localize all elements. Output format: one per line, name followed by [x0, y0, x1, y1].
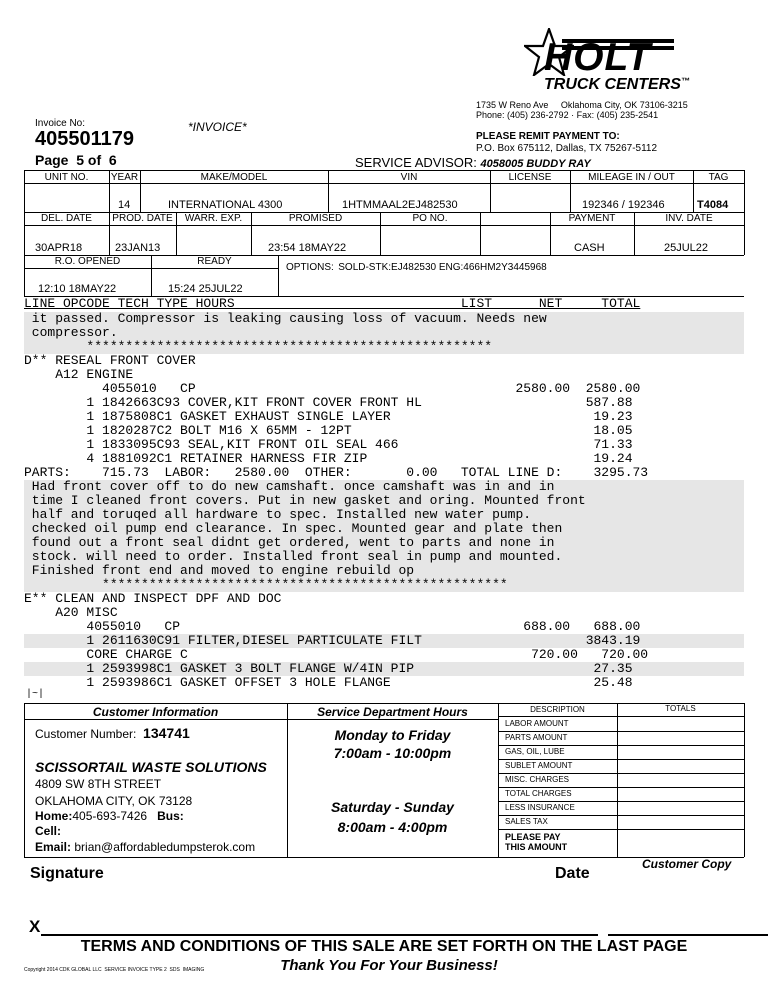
weekday-label: Monday to Friday	[334, 727, 451, 743]
payment-value: CASH	[574, 242, 605, 254]
payment-header: PAYMENT	[568, 213, 616, 224]
signature-x: X	[29, 917, 41, 936]
line-item: A12 ENGINE	[24, 367, 134, 382]
totals-header: TOTALS	[665, 704, 696, 713]
remit-address: P.O. Box 675112, Dallas, TX 75267-5112	[476, 143, 658, 154]
line-item: E** CLEAN AND INSPECT DPF AND DOC	[24, 591, 282, 606]
tag-value: T4084	[697, 199, 729, 211]
totals-row-label: MISC. CHARGES	[505, 775, 570, 784]
line-item: 1 2593986C1 GASKET OFFSET 3 HOLE FLANGE 25.48	[24, 675, 633, 690]
line-item: ****************************************************	[24, 339, 493, 354]
page-indicator: Page 5 of 6	[35, 152, 117, 168]
prod-date-header: PROD. DATE	[112, 213, 173, 224]
unit-no-header: UNIT NO.	[44, 172, 89, 183]
vin-header: VIN	[400, 172, 418, 183]
promised-value: 23:54 18MAY22	[268, 242, 347, 254]
vin-value: 1HTMMAAL2EJ482530	[342, 199, 458, 211]
invoice-type: *INVOICE*	[188, 120, 247, 134]
customer-section-title: Customer Information	[92, 705, 219, 719]
customer-email: Email: brian@affordabledumpsterok.com	[35, 840, 256, 854]
totals-row-label: TOTAL CHARGES	[505, 789, 572, 798]
date-label: Date	[555, 865, 590, 882]
po-no-header: PO NO.	[412, 213, 448, 224]
line-item: 1 1842663C93 COVER,KIT FRONT COVER FRONT HL 587.88	[24, 395, 633, 410]
ready-value: 15:24 25JUL22	[168, 283, 243, 295]
line-item: PARTS: 715.73 LABOR: 2580.00 OTHER: 0.00 TOTAL LINE D: 3295.73	[24, 465, 649, 480]
description-header: DESCRIPTION	[530, 705, 585, 714]
weekend-hours: 8:00am - 4:00pm	[337, 819, 448, 835]
line-item: 1 1833095C93 SEAL,KIT FRONT OIL SEAL 466 71.33	[24, 437, 633, 452]
totals-row-label: SUBLET AMOUNT	[505, 761, 573, 770]
remit-title: PLEASE REMIT PAYMENT TO:	[476, 131, 620, 142]
totals-row-divider	[498, 759, 744, 760]
license-header: LICENSE	[508, 172, 552, 183]
totals-row-divider	[498, 815, 744, 816]
prod-date-value: 23JAN13	[115, 242, 161, 254]
continuation-marker: |~|	[26, 689, 45, 700]
terms-text: TERMS AND CONDITIONS OF THIS SALE ARE SET FORTH ON THE LAST PAGE	[80, 938, 688, 955]
ready-header: READY	[197, 256, 232, 267]
line-item: CORE CHARGE C 720.00 720.00	[24, 647, 649, 662]
totals-row-label: LABOR AMOUNT	[505, 719, 569, 728]
make-model-value: INTERNATIONAL 4300	[168, 199, 283, 211]
line-item: 4055010 CP 2580.00 2580.00	[24, 381, 641, 396]
company-logo	[524, 26, 694, 96]
service-advisor: SERVICE ADVISOR: 4058005 BUDDY RAY	[355, 155, 591, 170]
ro-opened-value: 12:10 18MAY22	[38, 283, 117, 295]
date-line[interactable]	[608, 934, 768, 936]
totals-row-divider	[498, 801, 744, 802]
make-model-header: MAKE/MODEL	[200, 172, 268, 183]
line-item: 1 2611630C91 FILTER,DIESEL PARTICULATE FILT 3843.19	[24, 633, 641, 648]
signature-label: Signature	[30, 865, 104, 882]
line-item: 4 1881092C1 RETAINER HARNESS FIR ZIP 19.24	[24, 451, 633, 466]
totals-row-label: LESS INSURANCE	[505, 803, 575, 812]
customer-name: SCISSORTAIL WASTE SOLUTIONS	[35, 759, 267, 775]
ro-opened-header: R.O. OPENED	[54, 256, 121, 267]
line-item: A20 MISC	[24, 605, 118, 620]
totals-row-divider	[498, 731, 744, 732]
line-item: half and toruqed all hardware to spec. Installed new water pump.	[24, 507, 532, 522]
customer-number: Customer Number: 134741	[35, 725, 190, 741]
customer-copy-label: Customer Copy	[642, 857, 732, 871]
copyright-text: Copyright 2014 CDK GLOBAL LLC SERVICE INVOICE TYPE 2 SDS IMAGING	[24, 967, 205, 973]
line-item: 1 2593998C1 GASKET 3 BOLT FLANGE W/4IN PIP 27.35	[24, 661, 633, 676]
customer-address1: 4809 SW 8TH STREET	[35, 777, 162, 791]
tag-header: TAG	[708, 172, 729, 183]
line-item: compressor.	[24, 325, 118, 340]
year-value: 14	[118, 199, 131, 211]
company-subtitle: TRUCK CENTERS™	[544, 76, 690, 93]
line-item: found out a front seal didnt get ordered, went to parts and none in	[24, 535, 555, 550]
company-phone: Phone: (405) 236-2792 · Fax: (405) 235-2541	[476, 110, 659, 120]
weekend-label: Saturday - Sunday	[331, 799, 454, 815]
line-item: Had front cover off to do new camshaft. once camshaft was in and in	[24, 479, 555, 494]
line-item: 1 1820287C2 BOLT M16 X 65MM - 12PT 18.05	[24, 423, 633, 438]
company-address: 1735 W Reno Ave Oklahoma City, OK 73106-3215	[476, 100, 688, 110]
invoice-no-label: Invoice No:	[35, 118, 86, 129]
mileage-header: MILEAGE IN / OUT	[588, 172, 675, 183]
inv-date-value: 25JUL22	[664, 242, 709, 254]
line-item: stock. will need to order. Installed front seal in pump and mounted.	[24, 549, 563, 564]
company-name: HOLT	[544, 36, 652, 79]
del-date-header: DEL. DATE	[41, 213, 92, 224]
invoice-number: 405501179	[35, 128, 135, 150]
line-item: time I cleaned front covers. Put in new gasket and oring. Mounted front	[24, 493, 586, 508]
customer-cell: Cell:	[35, 824, 62, 838]
please-pay-label: PLEASE PAY THIS AMOUNT	[505, 832, 568, 852]
totals-row-divider	[498, 773, 744, 774]
line-item: 1 1875808C1 GASKET EXHAUST SINGLE LAYER 19.23	[24, 409, 633, 424]
inv-date-header: INV. DATE	[665, 213, 713, 224]
totals-row-divider	[498, 787, 744, 788]
totals-row-label: GAS, OIL, LUBE	[505, 747, 565, 756]
line-item: Finished front end and moved to engine rebuild op	[24, 563, 415, 578]
line-item: checked oil pump end clearance. In spec. Mounted gear and plate then	[24, 521, 563, 536]
weekday-hours: 7:00am - 10:00pm	[333, 745, 452, 761]
totals-row-divider	[498, 745, 744, 746]
totals-row-label: SALES TAX	[505, 817, 548, 826]
line-items-header: LINE OPCODE TECH TYPE HOURS LIST NET TOTAL	[24, 296, 641, 311]
line-item: ****************************************************	[24, 577, 508, 592]
options-field: OPTIONS: SOLD-STK:EJ482530 ENG:466HM2Y3445968	[286, 262, 547, 273]
line-shade	[24, 326, 744, 340]
thanks-text: Thank You For Your Business!	[280, 957, 498, 974]
totals-row-divider	[498, 829, 744, 830]
warr-exp-header: WARR. EXP.	[184, 213, 243, 224]
mileage-value: 192346 / 192346	[582, 199, 665, 211]
totals-row-label: PARTS AMOUNT	[505, 733, 568, 742]
line-item: 4055010 CP 688.00 688.00	[24, 619, 641, 634]
line-item: D** RESEAL FRONT COVER	[24, 353, 196, 368]
customer-phones: Home:405-693-7426 Bus:	[35, 809, 184, 823]
promised-header: PROMISED	[288, 213, 343, 224]
line-item: it passed. Compressor is leaking causing loss of vacuum. Needs new	[24, 311, 547, 326]
signature-line[interactable]	[41, 934, 598, 936]
hours-section-title: Service Department Hours	[317, 705, 468, 719]
del-date-value: 30APR18	[35, 242, 83, 254]
customer-address2: OKLAHOMA CITY, OK 73128	[35, 794, 193, 808]
year-header: YEAR	[110, 172, 139, 183]
